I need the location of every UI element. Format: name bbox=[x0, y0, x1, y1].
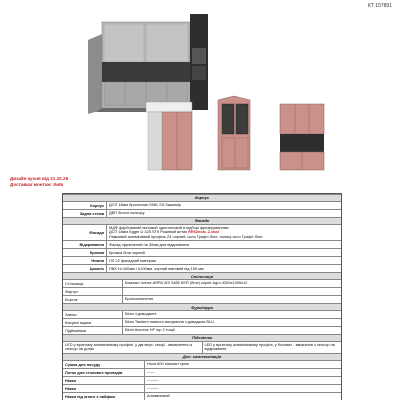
project-note bbox=[10, 176, 68, 187]
main-kitchen-render bbox=[88, 14, 208, 114]
fasady-line-1: МДФ фарбований матовий однотоновий в підборі фрезеруванням bbox=[109, 224, 229, 230]
section-fasady: Фасади bbox=[63, 217, 341, 224]
value-pidiomnyky: Blum Aventos HF top 2 тощії bbox=[125, 327, 175, 333]
section-furnitura: Фурнітура bbox=[63, 303, 341, 310]
row-pidiomnyky bbox=[63, 326, 341, 334]
row-fartukh bbox=[63, 287, 341, 295]
label-vysuvni: Висувні ящики bbox=[63, 319, 123, 326]
value-nyzhnia: ПЛ 22 фасадний матеріал bbox=[109, 257, 157, 263]
value-vysuvni: Blum Tandem повного висування з доводкою BLU bbox=[125, 319, 214, 325]
row-dod-2 bbox=[63, 368, 341, 376]
row-korpus bbox=[63, 201, 341, 209]
row-zavisy bbox=[63, 310, 341, 318]
row-nyzhnia bbox=[63, 256, 341, 264]
value-bortyk: Бронзонікелтин bbox=[125, 296, 154, 302]
value-dod-1: Hoca 800 standart хром bbox=[147, 360, 189, 366]
row-tsokol bbox=[63, 264, 341, 272]
label-dod-4: Ніжки bbox=[63, 385, 145, 392]
label-fasady: Фасади bbox=[63, 225, 107, 241]
label-dod-2: Лоток для столових приладів bbox=[63, 369, 145, 376]
label-pidiomnyky: Підйомники bbox=[63, 327, 123, 334]
label-dod-3: Ніжки bbox=[63, 377, 145, 384]
fasady-line-2: ДСП 18мм Egger U 325 ST9 Рожевий антик RR62ном. Z.мм2 bbox=[109, 229, 220, 235]
section-dod: Доп. комплектація bbox=[63, 353, 341, 360]
value-kromka: Кромка біла чорний bbox=[109, 249, 145, 255]
note-design-date: Дизайн кухня від 21.10.25 bbox=[10, 176, 69, 181]
fasady-red-note: RR62ном. Z.мм2 bbox=[188, 229, 220, 235]
value-dod-3: ——— bbox=[147, 376, 159, 382]
section-stilnytsia: Стільниця bbox=[63, 272, 341, 279]
document-id: КТ 157891 bbox=[367, 3, 392, 9]
left-cabinet-render bbox=[146, 102, 192, 170]
section-korpus: Корпус bbox=[63, 194, 341, 201]
label-dod-1: Сушка для посуду bbox=[63, 361, 145, 368]
value-fasady bbox=[107, 225, 341, 241]
spec-table bbox=[62, 193, 342, 400]
value-fartukh bbox=[123, 288, 341, 295]
value-dod-4: ——— bbox=[147, 384, 159, 390]
label-korpus: Корпус bbox=[63, 202, 107, 209]
row-stilnytsia bbox=[63, 279, 341, 287]
value-dod-5: Алюмінієвий bbox=[147, 392, 170, 398]
label-zavisy: Завіси bbox=[63, 311, 123, 318]
value-vidkryvannia: Фасад підсвічений на 30мм для відкривання bbox=[109, 241, 190, 247]
value-tsokol: ПВХ Н=100мм / h100мм. чорний матовий під 150 мм bbox=[109, 265, 204, 271]
label-kromka: Кромка bbox=[63, 249, 107, 256]
pidsvitka-left: LED у врізному алюмінієвому профілі, у дві верх. секції - ввімкнення із сенсор на дотик bbox=[65, 341, 193, 352]
note-delivery: Доставка/ монтаж: Київ bbox=[10, 181, 64, 187]
row-dod-5 bbox=[63, 392, 341, 400]
right-cabinet-render bbox=[280, 104, 324, 170]
label-fartukh: Фартух bbox=[63, 288, 123, 295]
row-vidkryvannia bbox=[63, 240, 341, 248]
value-korpus: ДСП 18мм Кроноспан 5981 SS Кашемір bbox=[109, 202, 181, 207]
row-fasady bbox=[63, 224, 341, 241]
row-dod-3 bbox=[63, 376, 341, 384]
label-stilnytsia: Стільниця bbox=[63, 280, 123, 287]
row-pidsvitka bbox=[63, 341, 341, 353]
row-back-wall bbox=[63, 209, 341, 217]
value-dod-2: —— bbox=[147, 368, 155, 374]
kitchen-render-drawings bbox=[0, 0, 400, 180]
row-vysuvni bbox=[63, 318, 341, 326]
row-bortyk bbox=[63, 295, 341, 303]
label-dod-5: Ніжки під штанг з лайфом bbox=[63, 393, 145, 400]
value-stilnytsia: Компакт плита ARPA VIS 3485 KER (біле) корне Agro 4200х1300х12 bbox=[125, 280, 248, 286]
section-pidsvitka: Підсвітка bbox=[63, 334, 341, 341]
label-bortyk: Бортик bbox=[63, 296, 123, 303]
value-zavisy: Blum з доводжені bbox=[125, 311, 157, 317]
row-dod-1 bbox=[63, 360, 341, 368]
label-back-wall: Задня стінка bbox=[63, 210, 107, 217]
label-nyzhnia: Нижня bbox=[63, 257, 107, 264]
pidsvitka-right: LED у врізному алюмінієвому профілі, у бокових - вмикання з сенсор на відкривання bbox=[202, 342, 342, 353]
row-kromka bbox=[63, 248, 341, 256]
middle-cabinet-render bbox=[218, 96, 250, 170]
label-tsokol: Цоколь bbox=[63, 265, 107, 272]
row-dod-4 bbox=[63, 384, 341, 392]
label-vidkryvannia: Відкривання bbox=[63, 241, 107, 248]
fasady-line-3: Рамковий алюмінієвий профіль Z4 чорний, скло Графіт біле, полиці скло Графіт біле bbox=[109, 233, 263, 239]
value-back-wall: ДВП білого кольору bbox=[109, 210, 145, 215]
